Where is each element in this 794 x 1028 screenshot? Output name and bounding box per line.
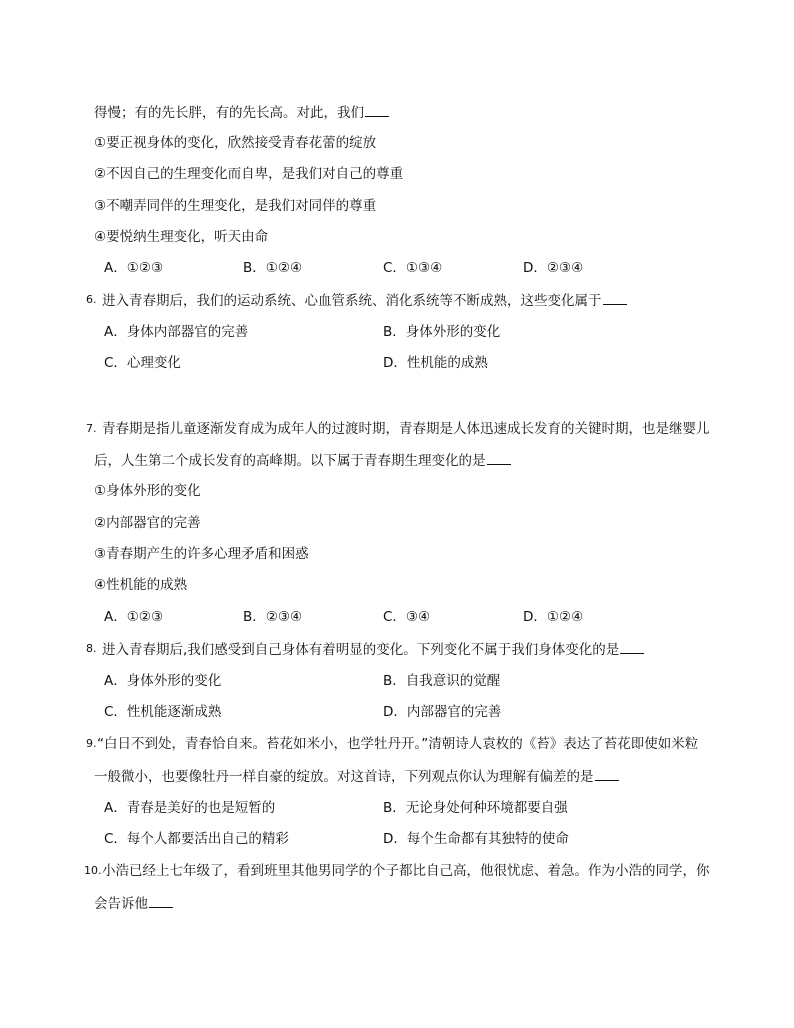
answer-blank bbox=[487, 450, 511, 465]
q9-option-a[interactable]: A．青春是美好的也是短暂的 bbox=[104, 800, 276, 816]
q9-stem-line1: “白日不到处，青春恰自来。苔花如米小，也学牡丹开。”清朝诗人袁枚的《苔》表达了苔花即使如米粒 bbox=[97, 736, 699, 752]
q5-item-2: ②不因自己的生理变化而自卑，是我们对自己的尊重 bbox=[94, 166, 404, 182]
q5-option-b[interactable]: B．①②④ bbox=[243, 260, 303, 276]
q5-item-3: ③不嘲弄同伴的生理变化，是我们对同伴的尊重 bbox=[94, 198, 377, 214]
answer-blank bbox=[620, 639, 644, 654]
q10-stem-text: 会告诉他 bbox=[94, 896, 148, 912]
q5-option-a[interactable]: A．①②③ bbox=[104, 260, 164, 276]
q9-stem-line2 bbox=[94, 766, 619, 787]
q5-option-d[interactable]: D．②③④ bbox=[523, 260, 584, 276]
q7-item-3: ③青春期产生的许多心理矛盾和困惑 bbox=[94, 546, 309, 562]
q10-stem-line1: 小浩已经上七年级了，看到班里其他男同学的个子都比自己高，他很忧虑、着急。作为小浩的同学，你 bbox=[102, 863, 710, 879]
q7-number: 7. bbox=[86, 422, 97, 435]
q5-stem-text: 得慢；有的先长胖，有的先长高。对此，我们 bbox=[94, 105, 364, 121]
q7-stem-text: 后，人生第二个成长发育的高峰期。以下属于青春期生理变化的是 bbox=[94, 453, 486, 469]
q6-number: 6. bbox=[86, 293, 97, 306]
answer-blank bbox=[595, 766, 619, 781]
q6-stem bbox=[102, 290, 627, 311]
q5-stem-tail bbox=[94, 102, 389, 123]
q8-option-b[interactable]: B．自我意识的觉醒 bbox=[383, 673, 501, 689]
q7-option-c[interactable]: C．③④ bbox=[383, 609, 431, 625]
q7-stem-line2 bbox=[94, 450, 511, 471]
q7-item-2: ②内部器官的完善 bbox=[94, 515, 201, 531]
q6-option-d[interactable]: D．性机能的成熟 bbox=[383, 355, 488, 371]
q9-number: 9. bbox=[86, 737, 97, 750]
q5-option-c[interactable]: C．①③④ bbox=[383, 260, 443, 276]
q6-stem-text: 进入青春期后，我们的运动系统、心血管系统、消化系统等不断成熟，这些变化属于 bbox=[102, 293, 602, 309]
q10-number: 10. bbox=[84, 864, 102, 877]
answer-blank bbox=[365, 102, 389, 117]
q7-stem-line1: 青春期是指儿童逐渐发育成为成年人的过渡时期，青春期是人体迅速成长发育的关键时期，也是继婴儿 bbox=[102, 421, 710, 437]
q9-option-c[interactable]: C．每个人都要活出自己的精彩 bbox=[104, 831, 289, 847]
q7-option-b[interactable]: B．②③④ bbox=[243, 609, 303, 625]
q7-item-4: ④性机能的成熟 bbox=[94, 577, 188, 593]
q8-stem-text: 进入青春期后,我们感受到自己身体有着明显的变化。下列变化不属于我们身体变化的是 bbox=[102, 642, 620, 658]
answer-blank bbox=[603, 290, 627, 305]
q5-item-1: ①要正视身体的变化，欣然接受青春花蕾的绽放 bbox=[94, 135, 377, 151]
q8-stem bbox=[102, 639, 644, 660]
q8-number: 8. bbox=[86, 642, 97, 655]
q7-option-a[interactable]: A．①②③ bbox=[104, 609, 164, 625]
q8-option-d[interactable]: D．内部器官的完善 bbox=[383, 704, 502, 720]
answer-blank bbox=[149, 893, 173, 908]
q9-option-d[interactable]: D．每个生命都有其独特的使命 bbox=[383, 831, 569, 847]
q9-option-b[interactable]: B．无论身处何种环境都要自强 bbox=[383, 800, 568, 816]
q6-option-b[interactable]: B．身体外形的变化 bbox=[383, 324, 501, 340]
q9-stem-text: 一般微小，也要像牡丹一样自豪的绽放。对这首诗，下列观点你认为理解有偏差的是 bbox=[94, 769, 594, 785]
q10-stem-line2 bbox=[94, 893, 173, 914]
q7-option-d[interactable]: D．①②④ bbox=[523, 609, 584, 625]
q6-option-c[interactable]: C．心理变化 bbox=[104, 355, 181, 371]
q8-option-c[interactable]: C．性机能逐渐成熟 bbox=[104, 704, 222, 720]
q5-item-4: ④要悦纳生理变化，听天由命 bbox=[94, 229, 269, 245]
q8-option-a[interactable]: A．身体外形的变化 bbox=[104, 673, 222, 689]
q6-option-a[interactable]: A．身体内部器官的完善 bbox=[104, 324, 249, 340]
q7-item-1: ①身体外形的变化 bbox=[94, 483, 201, 499]
